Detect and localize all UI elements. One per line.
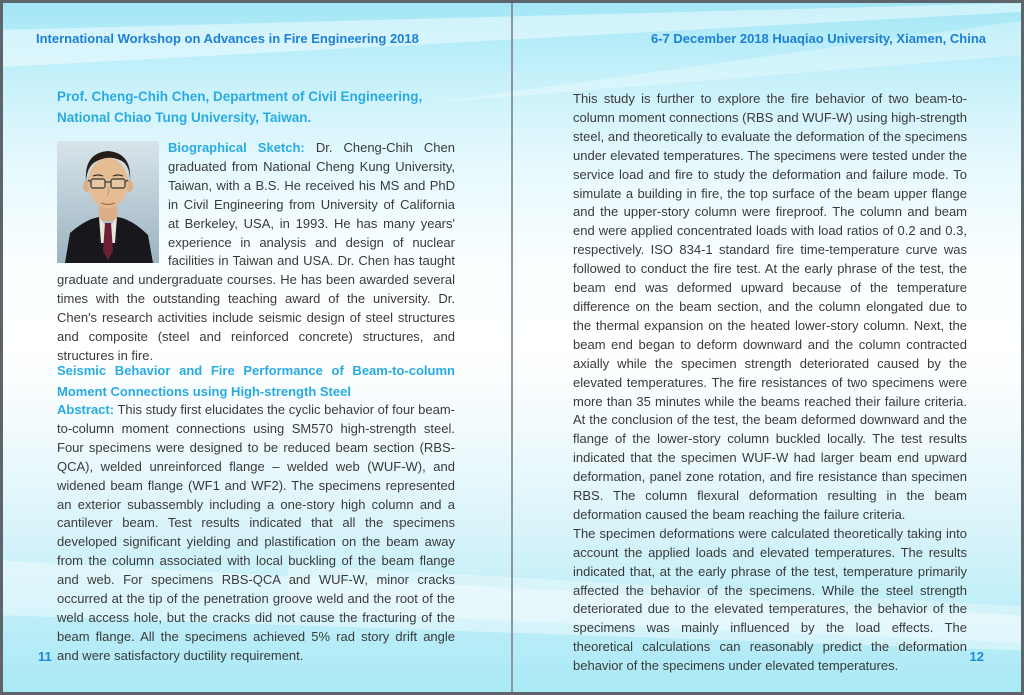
page-divider [511,3,513,692]
biography-section [57,139,455,366]
abstract-label: Abstract: [57,402,115,417]
abstract-continuation-paragraph-1: This study is further to explore the fire behavior of two beam-to-column moment connections (RBS and WUF-W) using high-strength steel, and theoretically to evaluate the deformation of the specimens under elevated temperatures. The specimens were tested under the service load and fire to study the deformation and failure mode. To simulate a building in fire, the top surface of the beam upper flange and the upper-story column were fireproof. The column and beam end were applied concentrated loads with load ratios of 0.2 and 0.3, respectively. ISO 834-1 standard fire time-temperature curve was followed to conduct the fire test. At the early phrase of the test, the beam end was deformed upward because of the temperature difference on the beam section, and the column elongated due to the thermal expansion on the heated lower-story column. Next, the beam end began to deform downward and the column contracted axially while the specimen strength deteriorated caused by the elevated temperatures. The fire resistances of two specimens were more than 35 minutes while the beams reached their failure criteria. At the conclusion of the test, the beam deformed downward and the flange of the lower-story column buckled locally. The test results indicated that the specimen WUF-W had larger beam end upward deformation, panel zone rotation, and fire resistance than specimen RBS. The column flexural deformation resulting in the beam deformation caused the beam reaching the failure criteria. [573,91,967,522]
speaker-title: Prof. Cheng-Chih Chen, Department of Civil Engineering, National Chiao Tung University, Taiwan. [57,89,423,125]
abstract-title: Seismic Behavior and Fire Performance of Beam-to-column Moment Connections using High-strength Steel [57,363,455,399]
page-number-left: 11 [38,649,52,664]
page-number-right: 12 [969,649,984,664]
professor-photo [57,141,159,263]
running-header-right: 6-7 December 2018 Huaqiao University, Xiamen, China [650,31,986,46]
bio-label: Biographical Sketch: [168,140,305,155]
abstract-paragraph [57,401,455,666]
abstract-text: This study first elucidates the cyclic behavior of four beam-to-column moment connections using SM570 high-strength steel. Four specimens were designed to be reduced beam section (RBS-QCA), welded unreinforced flange – welded web (WUF-W), and widened beam flange (WF1 and WF2). The specimens represented an exterior subassembly including a one-story high column and a cantilever beam. Test results indicated that all the specimens developed significant yielding and plastification on the beam away from the column associated with local buckling of the beam flange and web. For specimens RBS-QCA and WUF-W, minor cracks occurred at the tip of the penetration groove weld and the root of the weld access hole, but the cracks did not cause the fracturing of the beam flange. All the specimens achieved 5% rad story drift angle and were satisfactory ductility requirement. [57,402,455,663]
abstract-continuation-paragraph-2: The specimen deformations were calculated theoretically taking into account the applied loads and elevated temperatures. The results indicated that, at the early phrase of the test, temperature primarily affected the behavior of the specimens. While the steel strength deteriorated due to the elevated temperatures, the behavior of the specimens was mainly influenced by the load effects. The theoretical calculations can reasonably predict the deformation behavior of the specimens under elevated temperatures. [573,525,967,674]
running-header-left: International Workshop on Advances in Fire Engineering 2018 [36,31,419,46]
bio-text: Dr. Cheng-Chih Chen graduated from National Cheng Kung University, Taiwan, with a B.S. He received his MS and PhD in Civil Engineering from University of California at Berkeley, USA, in 1993. He has many years' experience in analysis and design of nuclear facilities in Taiwan and USA. Dr. Chen has taught graduate and undergraduate courses. He has been awarded several times with the outstanding teaching award of the university. Dr. Chen's research activities include seismic design of steel structures and composite (steel and reinforced concrete) structures, and structures in fire. [57,140,455,363]
background-streak [431,3,1021,103]
abstract-continuation [573,90,967,676]
